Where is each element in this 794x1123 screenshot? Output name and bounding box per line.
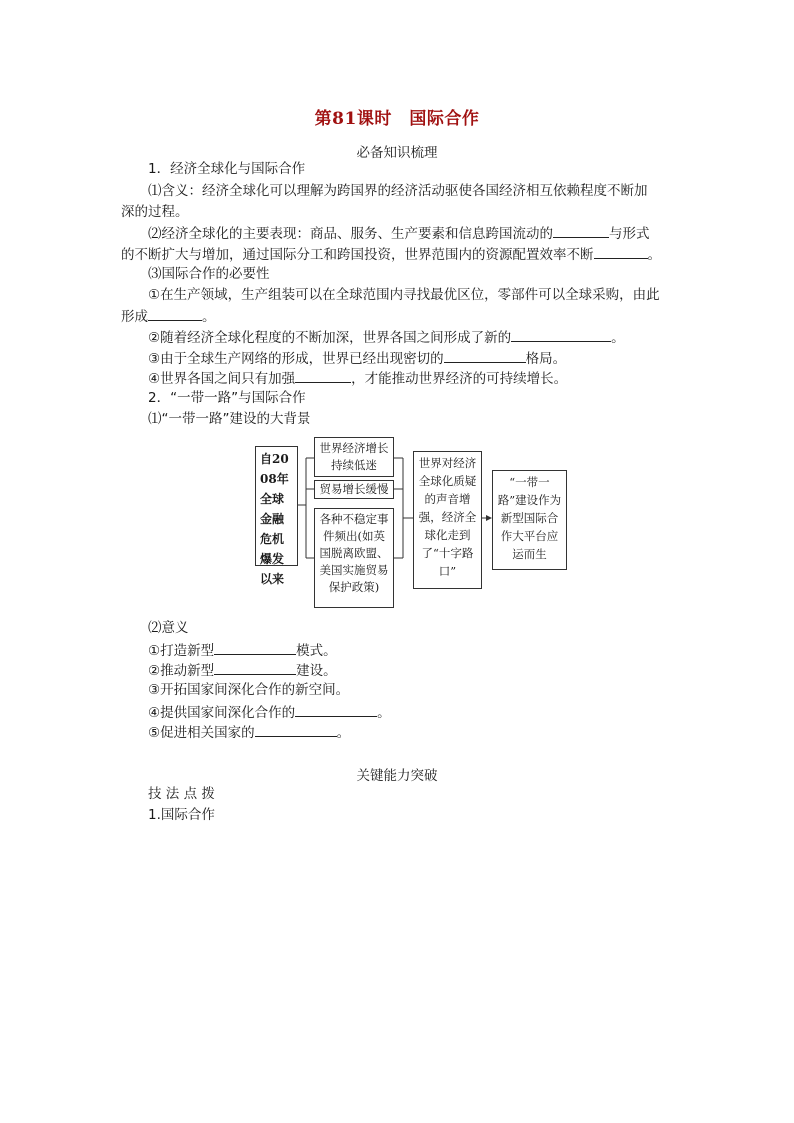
skill-item1: 1.国际合作 bbox=[148, 807, 215, 823]
blank-field[interactable] bbox=[214, 639, 296, 655]
significance-item2-text-b: 建设。 bbox=[296, 663, 337, 679]
necessity-item2-text-a: ②随着经济全球化程度的不断加深，世界各国之间形成了新的 bbox=[148, 330, 512, 346]
significance-item1-text-b: 模式。 bbox=[296, 643, 337, 659]
diagram-result-box: “一带一路”建设作为新型国际合作大平台应运而生 bbox=[492, 470, 567, 570]
necessity-item3-text-a: ③由于全球生产网络的形成，世界已经出现密切的 bbox=[148, 351, 444, 367]
diagram-start-box: 自2008年全球金融危机爆发以来 bbox=[255, 446, 298, 566]
manifestation-text-b: 与形式 bbox=[609, 226, 650, 242]
significance-item1 bbox=[148, 639, 337, 661]
significance-item2-text-a: ②推动新型 bbox=[148, 663, 215, 679]
significance-item2 bbox=[148, 659, 337, 681]
significance-item4-text-a: ④提供国家间深化合作的 bbox=[148, 705, 296, 721]
background-heading: ⑴“一带一路”建设的大背景 bbox=[148, 411, 311, 427]
section-heading-ability: 关键能力突破 bbox=[356, 768, 438, 784]
necessity-item1-text-b: 。 bbox=[202, 309, 216, 325]
significance-heading: ⑵意义 bbox=[148, 620, 189, 636]
definition-line1: ⑴含义：经济全球化可以理解为跨国界的经济活动驱使各国经济相互依赖程度不断加 bbox=[148, 183, 648, 199]
significance-item3: ③开拓国家间深化合作的新空间。 bbox=[148, 682, 350, 698]
item2-heading: 2．“一带一路”与国际合作 bbox=[148, 390, 306, 406]
blank-field[interactable] bbox=[214, 659, 296, 675]
significance-item4-text-b: 。 bbox=[377, 705, 391, 721]
necessity-item1-text-a: 形成 bbox=[121, 309, 148, 325]
manifestation-text-a: ⑵经济全球化的主要表现：商品、服务、生产要素和信息跨国流动的 bbox=[148, 226, 553, 242]
manifestation-text-c: 的不断扩大与增加，通过国际分工和跨国投资，世界范围内的资源配置效率不断 bbox=[121, 247, 594, 263]
section-heading-knowledge: 必备知识梳理 bbox=[356, 145, 438, 161]
necessity-item4-text-a: ④世界各国之间只有加强 bbox=[148, 371, 296, 387]
significance-item1-text-a: ①打造新型 bbox=[148, 643, 215, 659]
significance-item5-text-a: ⑤促进相关国家的 bbox=[148, 725, 255, 741]
diagram-cause-economy-box: 世界经济增长持续低迷 bbox=[314, 437, 394, 477]
diagram-cause-instability-box: 各种不稳定事件频出(如英国脱离欧盟、美国实施贸易保护政策) bbox=[314, 508, 394, 608]
necessity-item1-line1: ①在生产领域，生产组装可以在全球范围内寻找最优区位，零部件可以全球采购，由此 bbox=[148, 287, 660, 303]
necessity-heading: ⑶国际合作的必要性 bbox=[148, 266, 270, 282]
blank-field[interactable] bbox=[295, 701, 377, 717]
diagram-middle-box: 世界对经济全球化质疑的声音增强，经济全球化走到了“十字路口” bbox=[413, 451, 482, 589]
significance-item5 bbox=[148, 721, 350, 743]
necessity-item4-text-b: ，才能推动世界经济的可持续增长。 bbox=[351, 371, 568, 387]
definition-line2: 深的过程。 bbox=[121, 204, 189, 220]
necessity-item2-text-b: 。 bbox=[611, 330, 625, 346]
manifestation-text-d: 。 bbox=[647, 247, 661, 263]
item1-heading: 1．经济全球化与国际合作 bbox=[148, 161, 306, 177]
significance-item4 bbox=[148, 701, 391, 723]
page-title: 第81课时 国际合作 bbox=[314, 109, 480, 129]
significance-item5-text-b: 。 bbox=[336, 725, 351, 741]
skill-heading: 技 法 点 拨 bbox=[148, 786, 215, 802]
necessity-item3-text-b: 格局。 bbox=[525, 351, 567, 367]
diagram-cause-trade-box: 贸易增长缓慢 bbox=[314, 480, 394, 499]
blank-field[interactable] bbox=[255, 721, 337, 737]
